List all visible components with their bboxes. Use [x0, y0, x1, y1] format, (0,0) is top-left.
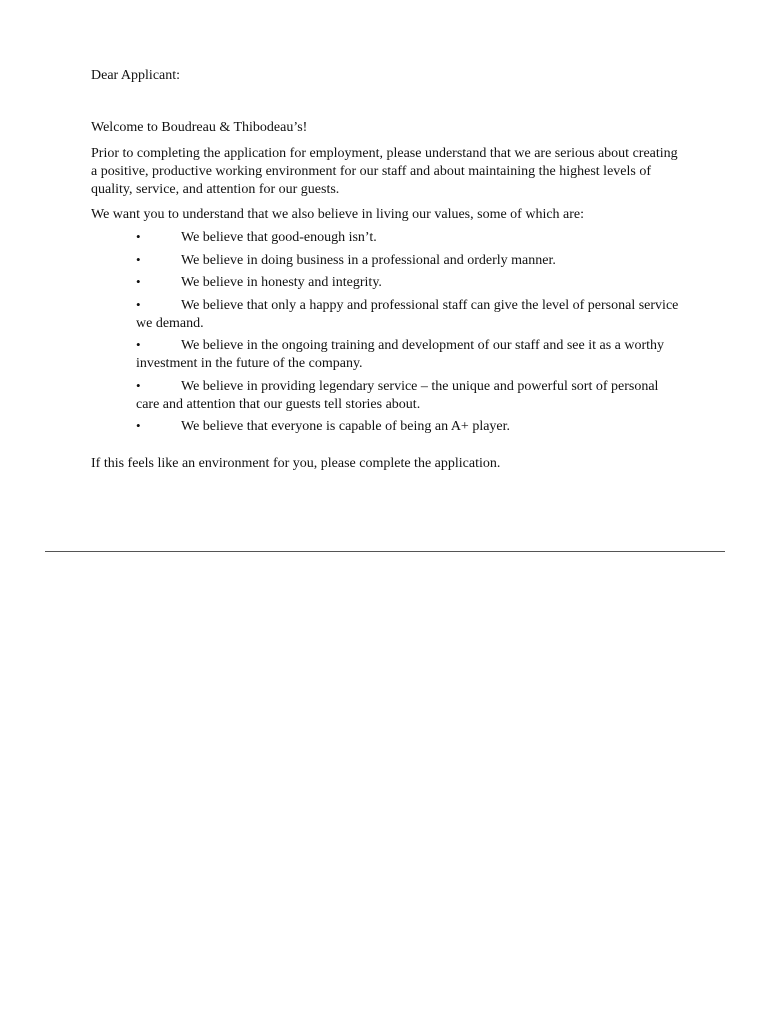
- list-item-text: We believe that good-enough isn’t.: [181, 230, 377, 245]
- list-item: [136, 417, 681, 436]
- list-item-text: We believe in doing business in a professional and orderly manner.: [181, 252, 556, 268]
- list-item: [136, 336, 681, 373]
- intro-paragraph: Prior to completing the application for employment, please understand that we are serious about creating a positive, productive working environment for our staff and about maintaining the highest levels of quality, service, and attention for our guests.: [91, 146, 678, 197]
- values-intro: We want you to understand that we also believe in living our values, some of which are:: [91, 207, 585, 222]
- bullet-icon: •: [136, 251, 141, 267]
- bullet-icon: •: [136, 337, 141, 352]
- list-item-text: We believe that everyone is capable of being an A+ player.: [181, 419, 511, 434]
- list-item: [136, 377, 681, 414]
- bullet-icon: •: [136, 274, 141, 289]
- bullet-icon: •: [136, 296, 141, 312]
- bullet-icon: •: [136, 418, 141, 433]
- horizontal-divider: [45, 551, 725, 552]
- greeting: Dear Applicant:: [91, 68, 181, 83]
- bullet-icon: •: [136, 377, 141, 393]
- bullet-icon: •: [136, 229, 141, 244]
- list-item-text: We believe in the ongoing training and development of our staff and see it as a worthy investment in the future of the company.: [136, 338, 665, 371]
- list-item-text: We believe in providing legendary service – the unique and powerful sort of personal care and attention that our guests tell stories about.: [136, 378, 659, 412]
- list-item-text: We believe that only a happy and professional staff can give the level of personal service we demand.: [136, 297, 679, 331]
- list-item: [136, 228, 681, 247]
- closing-line: If this feels like an environment for you, please complete the application.: [91, 456, 501, 471]
- list-item-text: We believe in honesty and integrity.: [181, 275, 382, 290]
- list-item: [136, 296, 681, 333]
- welcome-line: Welcome to Boudreau & Thibodeau’s!: [91, 120, 308, 135]
- list-item: [136, 251, 681, 270]
- list-item: [136, 273, 681, 292]
- values-list: [136, 228, 681, 440]
